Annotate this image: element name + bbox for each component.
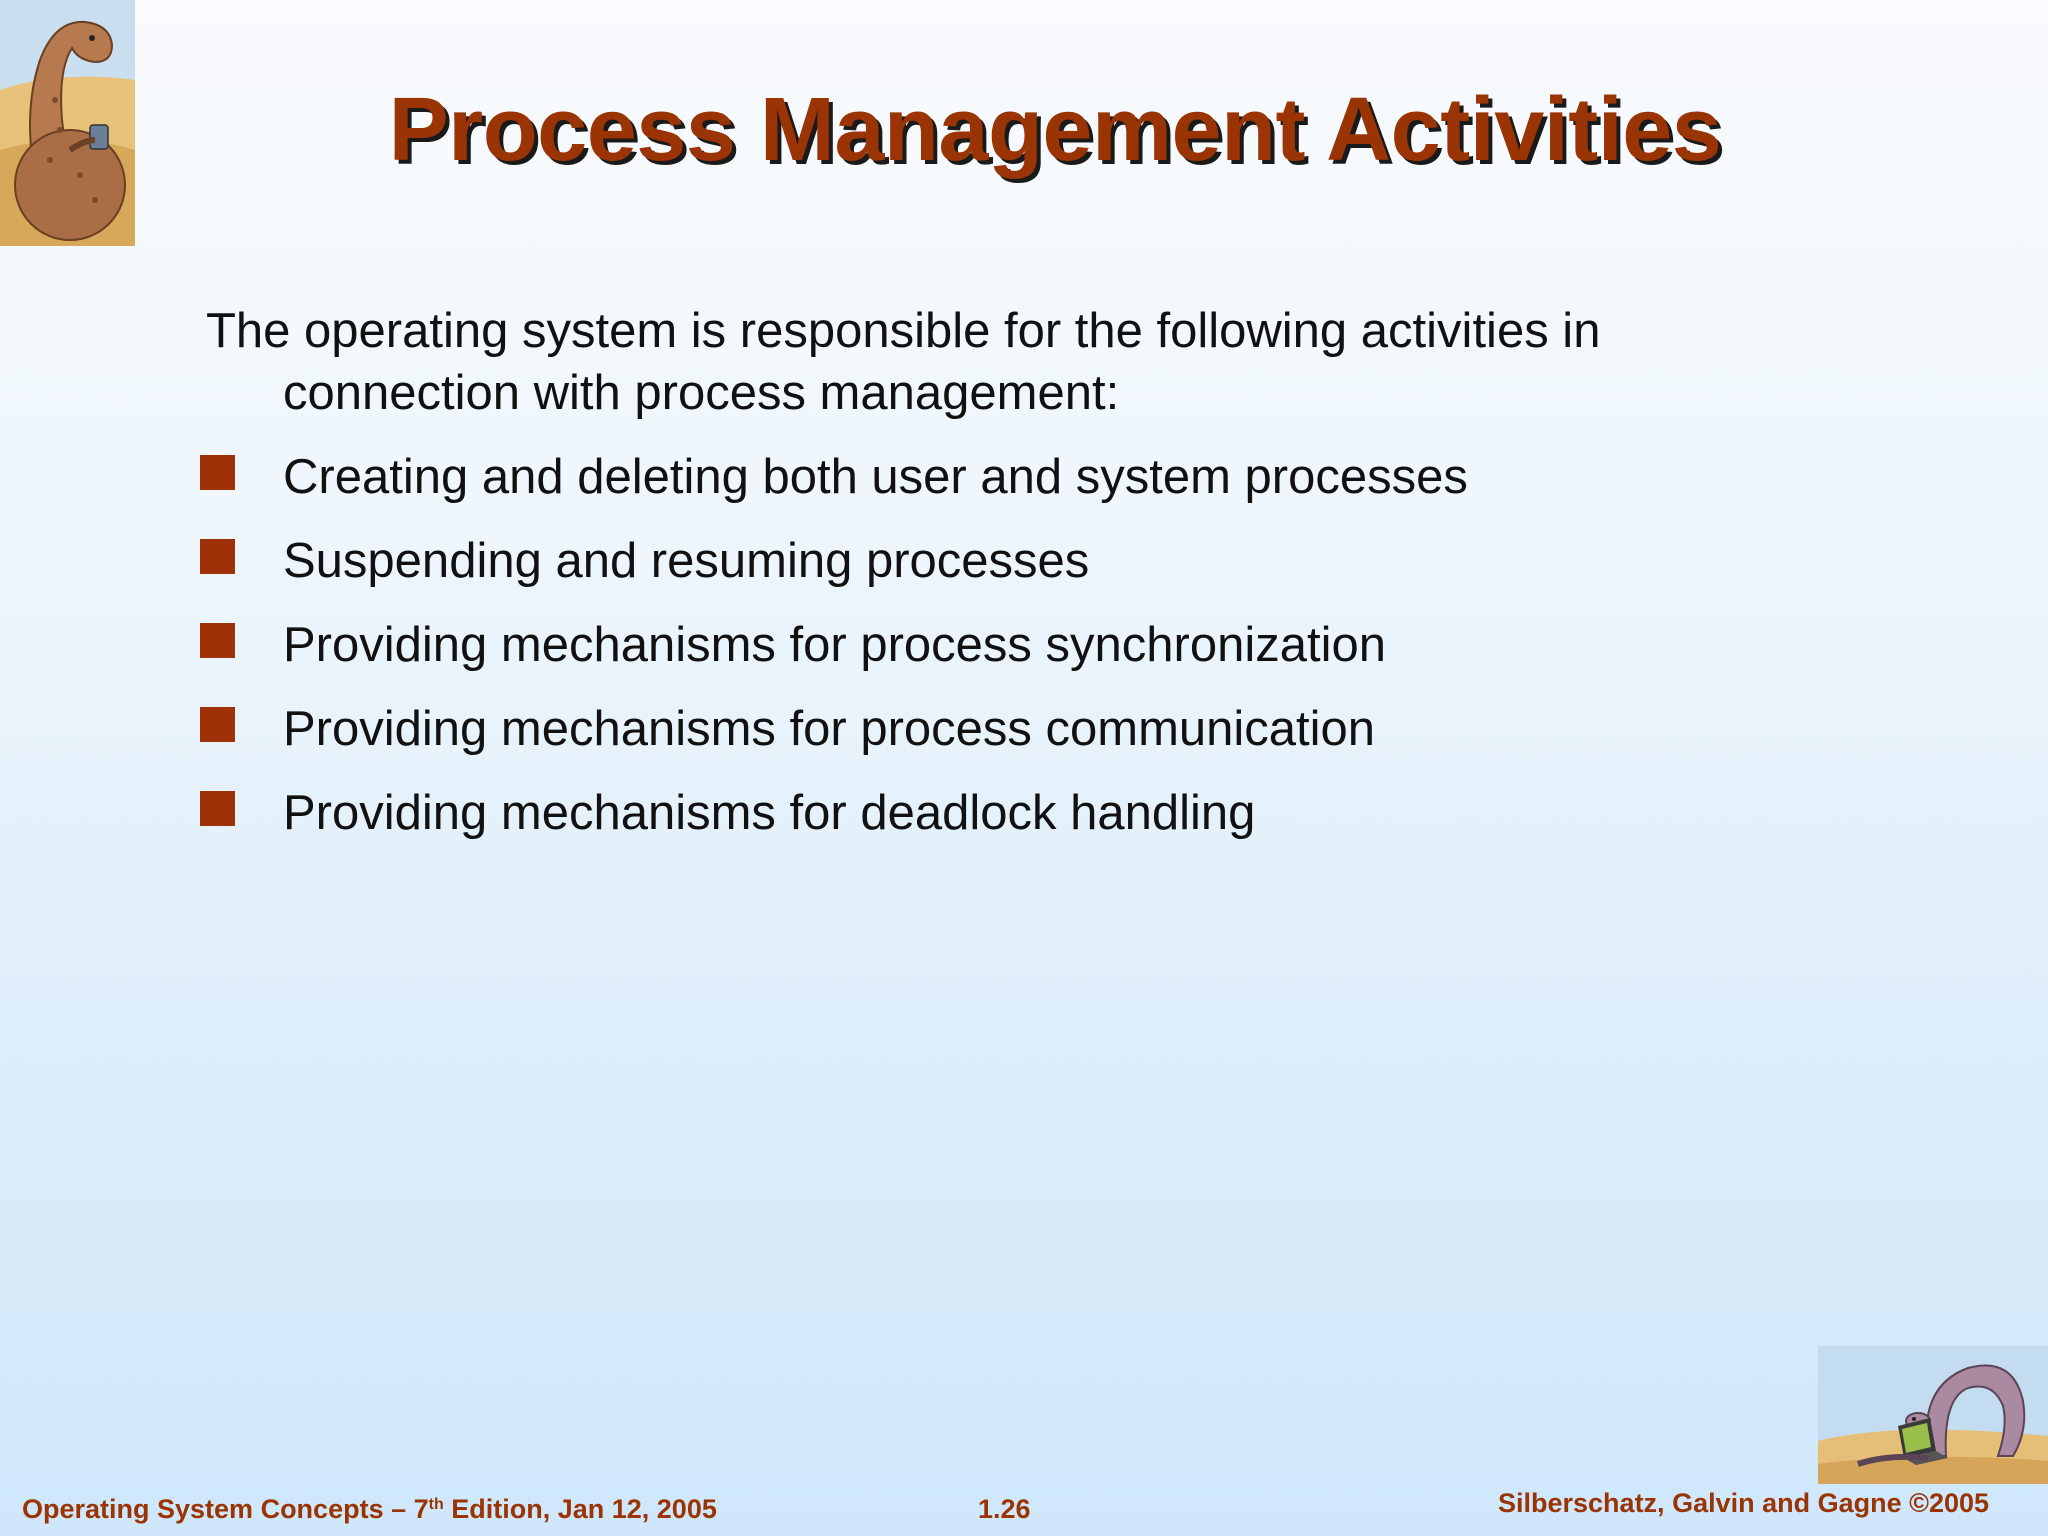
footer-book-title (22, 1494, 717, 1525)
footer-book-title-suffix: Edition, Jan 12, 2005 (443, 1494, 717, 1524)
footer-copyright: Silberschatz, Galvin and Gagne ©2005 (1498, 1488, 1990, 1518)
footer-book-title-sup: th (428, 1496, 444, 1513)
bullet-text: Creating and deleting both user and system processes (283, 450, 1468, 504)
bullet-text: Providing mechanisms for process synchronization (283, 618, 1386, 672)
bullet-list (200, 446, 1800, 866)
bullet-text: Suspending and resuming processes (283, 534, 1090, 588)
square-bullet-icon (200, 623, 235, 658)
bullet-text: Providing mechanisms for process communication (283, 702, 1376, 756)
footer-book-title-prefix: Operating System Concepts – 7 (22, 1494, 429, 1524)
list-item (200, 446, 1800, 530)
square-bullet-icon (200, 791, 235, 826)
list-item (200, 530, 1800, 614)
bullet-text: Providing mechanisms for deadlock handling (283, 786, 1256, 840)
list-item (200, 698, 1800, 782)
intro-line-1: The operating system is responsible for the following activities in (206, 304, 1601, 358)
square-bullet-icon (200, 455, 235, 490)
list-item (200, 782, 1800, 866)
square-bullet-icon (200, 707, 235, 742)
page-title: Process Management Activities (388, 80, 1722, 180)
dinosaur-with-laptop-icon (1818, 1346, 2048, 1484)
slide-number: 1.26 (978, 1494, 1031, 1524)
list-item (200, 614, 1800, 698)
square-bullet-icon (200, 539, 235, 574)
intro-paragraph (206, 300, 1766, 424)
intro-line-2: connection with process management: (283, 366, 1120, 420)
